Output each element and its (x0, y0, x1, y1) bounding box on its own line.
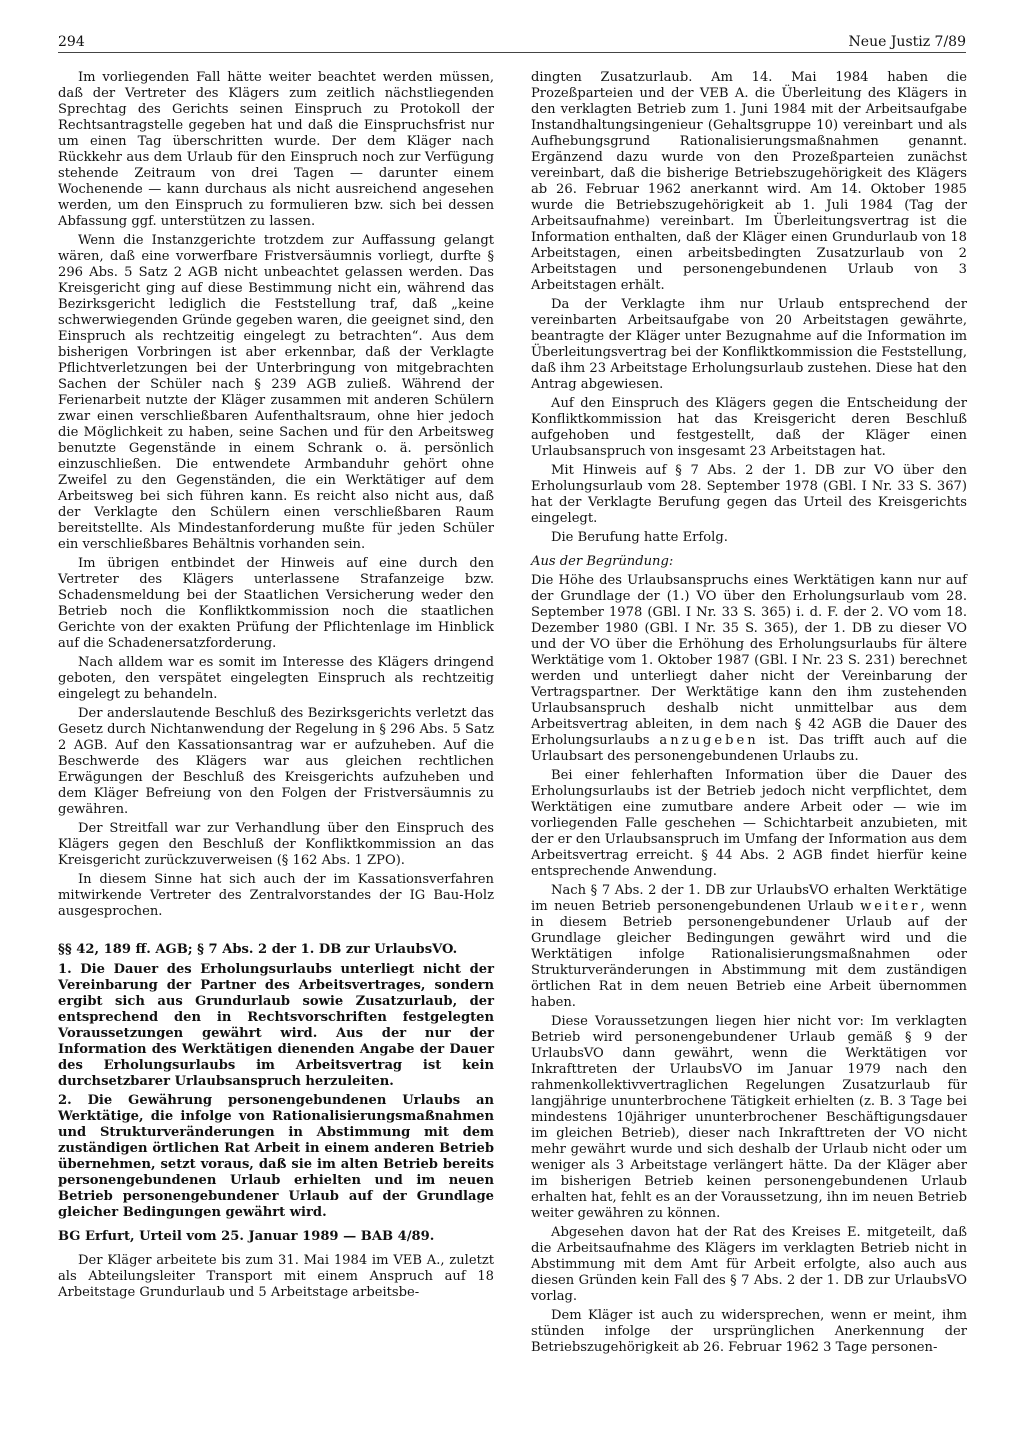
reasons-heading: Aus der Begründung: (531, 554, 674, 569)
paragraph: Diese Voraussetzungen liegen hier nicht vor: Im verklagten Betrieb wird personengebundener Urlaub gemäß § 9 der UrlaubsVO dann gewährt, wenn die Werktätigen vor Inkrafttreten der UrlaubsVO im Januar 1979 nach den rahmenkollektivvertraglichen Regelungen Zusatzurlaub für langjährige ununterbrochene Tätigkeit erhielten (z. B. 3 Tage bei mindestens 10jähriger ununterbrochener Beschäftigungsdauer im gleichen Betrieb), dieser nach Inkrafttreten der VO nicht mehr gewährt wurde und sich deshalb der Urlaub nicht oder um weniger als 3 Arbeitstage verlängert hätte. Da der Kläger aber im bisherigen Betrieb keinen personengebundenen Urlaub erhalten hat, fehlt es an der Voraussetzung, ihn im neuen Betrieb weiter gewähren zu können. (531, 1014, 967, 1221)
text-run: Nach § 7 Abs. 2 der 1. DB zur UrlaubsVO erhalten Werktätige im neuen Betrieb personengebundenen Urlaub (531, 883, 967, 914)
spaced-emphasis: anzugeben (659, 733, 759, 748)
court-citation: BG Erfurt, Urteil vom 25. Januar 1989 — BAB 4/89. (58, 1229, 435, 1244)
headnote-point-1: 1. Die Dauer des Erholungsurlaubs unterliegt nicht der Vereinbarung der Partner des Arbeitsvertrages, sondern ergibt sich aus Grundurlaub sowie Zusatzurlaub, der entsprechend den in Rechtsvorschriften festgelegten Voraussetzungen gewährt wird. Aus der nur der Information des Werktätigen dienenden Angabe der Dauer des Erholungsurlaubs im Arbeitsvertrag ist kein durchsetzbarer Urlaubsanspruch herzuleiten. (58, 962, 494, 1089)
paragraph: Dem Kläger ist auch zu widersprechen, wenn er meint, ihm stünden infolge der ursprünglichen Anerkennung der Betriebszugehörigkeit ab 26. Februar 1962 3 Tage personen- (531, 1308, 967, 1355)
page-number: 294 (58, 34, 85, 50)
paragraph: Auf den Einspruch des Klägers gegen die Entscheidung der Konfliktkommission hat das Kreisgericht deren Beschluß aufgehoben und festgestellt, daß der Kläger einen Urlaubsanspruch von insgesamt 23 Arbeitstagen hat. (531, 396, 967, 459)
left-column (58, 70, 494, 1304)
journal-name: Neue Justiz 7/89 (848, 34, 966, 50)
paragraph: Der Kläger arbeitete bis zum 31. Mai 1984 im VEB A., zuletzt als Abteilungsleiter Transport mit einem Anspruch auf 18 Arbeitstage Grundurlaub und 5 Arbeitstage arbeitsbe- (58, 1253, 494, 1300)
headnote-point-2: 2. Die Gewährung personengebundenen Urlaubs an Werktätige, die infolge von Rationalisierungsmaßnahmen und Strukturveränderungen in Abstimmung mit dem zuständigen örtlichen Rat Arbeit in einem anderen Betrieb übernehmen, setzt voraus, daß sie im alten Betrieb bereits personengebundenen Urlaub erhielten und im neuen Betrieb personengebundener Urlaub auf der Grundlage gleicher Bedingungen gewährt wird. (58, 1093, 494, 1220)
paragraph (531, 573, 967, 765)
headnote-title: §§ 42, 189 ff. AGB; § 7 Abs. 2 der 1. DB zur UrlaubsVO. (58, 942, 458, 957)
paragraph: Abgesehen davon hat der Rat des Kreises E. mitgeteilt, daß die Arbeitsaufnahme des Klägers im verklagten Betrieb nicht in Abstimmung mit dem Amt für Arbeit erfolgte, also auch aus diesen Gründen kein Fall des § 7 Abs. 2 der 1. DB zur UrlaubsVO vorlag. (531, 1225, 967, 1304)
paragraph: Wenn die Instanzgerichte trotzdem zur Auffassung gelangt wären, daß eine vorwerfbare Fristversäumnis vorliegt, durfte § 296 Abs. 5 Satz 2 AGB nicht unbeachtet gelassen werden. Das Kreisgericht ging auf diese Bestimmung nicht ein, während das Bezirksgericht lediglich die Feststellung traf, daß „keine schwerwiegenden Gründe gegeben waren, die geeignet sind, den Einspruch als rechtzeitig eingelegt zu betrachten“. Aus dem bisherigen Vorbringen ist aber erkennbar, daß der Verklagte Pflichtverletzungen bei der Unterbringung von mitgebrachten Sachen der Schüler nach § 239 AGB zuließ. Während der Ferienarbeit nutzte der Kläger zusammen mit anderen Schülern zwar einen verschließbaren Aufenthaltsraum, ohne hier jedoch die Möglichkeit zu haben, seine Sachen und für den Arbeitsweg benutzte Gegenstände in einem Schrank o. ä. persönlich einzuschließen. Die entwendete Armbanduhr gehört ohne Zweifel zu den Gegenständen, die ein Werktätiger auf dem Arbeitsweg bei sich führen kann. Es reicht also nicht aus, daß der Verklagte den Schülern einen verschließbaren Raum bereitstellte. Als Mindestanforderung mußte für jeden Schüler ein verschließbares Behältnis vorhanden sein. (58, 233, 494, 552)
paragraph: Der anderslautende Beschluß des Bezirksgerichts verletzt das Gesetz durch Nichtanwendung der Regelung in § 296 Abs. 5 Satz 2 AGB. Auf den Kassationsantrag war er aufzuheben. Auf die Beschwerde des Klägers war aus gleichen rechtlichen Erwägungen der Beschluß des Kreisgerichts aufzuheben und dem Kläger Befreiung von den Folgen der Fristversäumnis zu gewähren. (58, 706, 494, 817)
spaced-emphasis: weiter (860, 899, 921, 914)
text-run: , wenn in diesem Betrieb personengebundener Urlaub auf der Grundlage gleicher Bedingungen gewährt wird und die Werktätigen infolge Rationalisierungsmaßnahmen oder Strukturveränderungen in Abstimmung mit dem zuständigen örtlichen Rat in dem neuen Betrieb eine Arbeit übernommen haben. (531, 899, 967, 1010)
paragraph: Im vorliegenden Fall hätte weiter beachtet werden müssen, daß der Vertreter des Klägers zum zeitlich nächstliegenden Sprechtag des Gerichts seinen Einspruch zu Protokoll der Rechtsantragstelle gegeben hat und daß die Einspruchsfrist nur um einen Tag überschritten wurde. Der dem Kläger nach Rückkehr aus dem Urlaub für den Einspruch noch zur Verfügung stehende Zeitraum von drei Tagen — darunter einem Wochenende — kann durchaus als nicht ausreichend angesehen werden, um den Einspruch zu formulieren bzw. sich bei dessen Abfassung ggf. unterstützen zu lassen. (58, 70, 494, 229)
text-run: ist. Das trifft auch auf die Urlaubsart des personengebundenen Urlaubs zu. (531, 733, 967, 764)
paragraph: Die Berufung hatte Erfolg. (551, 530, 728, 545)
paragraph: In diesem Sinne hat sich auch der im Kassationsverfahren mitwirkende Vertreter des Zentralvorstandes der IG Bau-Holz ausgesprochen. (58, 872, 494, 919)
right-column (531, 70, 967, 1359)
paragraph: Der Streitfall war zur Verhandlung über den Einspruch des Klägers gegen den Beschluß der Konfliktkommission an das Kreisgericht zurückzuverweisen (§ 162 Abs. 1 ZPO). (58, 821, 494, 868)
paragraph: Da der Verklagte ihm nur Urlaub entsprechend der vereinbarten Arbeitsaufgabe von 20 Arbeitstagen gewährte, beantragte der Kläger unter Bezugnahme auf die Information im Überleitungsvertrag bei der Konfliktkommission die Feststellung, daß ihm 23 Arbeitstage Erholungsurlaub zustehen. Diese hat den Antrag abgewiesen. (531, 297, 967, 392)
paragraph: Mit Hinweis auf § 7 Abs. 2 der 1. DB zur VO über den Erholungsurlaub vom 28. September 1978 (GBl. I Nr. 33 S. 367) hat der Verklagte Berufung gegen das Urteil des Kreisgerichts eingelegt. (531, 463, 967, 526)
paragraph (531, 883, 967, 1011)
header-rule (58, 52, 966, 53)
text-run: Die Höhe des Urlaubsanspruchs eines Werktätigen kann nur auf der Grundlage der (1.) VO über den Erholungsurlaub vom 28. September 1978 (GBl. I Nr. 33 S. 365) i. d. F. der 2. VO vom 18. Dezember 1980 (GBl. I Nr. 35 S. 365), der 1. DB zu dieser VO und der VO über die Erhöhung des Erholungsurlaubs für ältere Werktätige vom 1. Oktober 1987 (GBl. I Nr. 23 S. 231) berechnet werden und unterliegt daher nicht der Vereinbarung der Vertragspartner. Der Werktätige kann den ihm zustehenden Urlaubsanspruch deshalb nicht unmittelbar aus dem Arbeitsvertrag ableiten, in dem nach § 42 AGB die Dauer des Erholungsurlaubs (531, 573, 967, 748)
paragraph: Bei einer fehlerhaften Information über die Dauer des Erholungsurlaubs ist der Betrieb jedoch nicht verpflichtet, dem Werktätigen eine zumutbare andere Arbeit oder — wie im vorliegenden Falle geschehen — Schichtarbeit anzubieten, mit der er den Urlaubsanspruch im Umfang der Information aus dem Arbeitsvertrag erreicht. § 44 Abs. 2 AGB findet hierfür keine entsprechende Anwendung. (531, 768, 967, 879)
paragraph: Im übrigen entbindet der Hinweis auf eine durch den Vertreter des Klägers unterlassene Strafanzeige bzw. Schadensmeldung bei der Staatlichen Versicherung weder den Betrieb noch die Konfliktkommission noch die staatlichen Gerichte von der exakten Prüfung der Pflichtenlage im Hinblick auf die Schadenersatzforderung. (58, 556, 494, 651)
paragraph: Nach alldem war es somit im Interesse des Klägers dringend geboten, den verspätet eingelegten Einspruch als rechtzeitig eingelegt zu behandeln. (58, 655, 494, 702)
paragraph: dingten Zusatzurlaub. Am 14. Mai 1984 haben die Prozeßparteien und der VEB A. die Überleitung des Klägers in den verklagten Betrieb zum 1. Juni 1984 mit der Arbeitsaufgabe Instandhaltungsingenieur (Gehaltsgruppe 10) vereinbart und als Aufhebungsgrund Rationalisierungsmaßnahmen genannt. Ergänzend dazu wurde von den Prozeßparteien zunächst vereinbart, daß die bisherige Betriebszugehörigkeit des Klägers ab 26. Februar 1962 anerkannt wird. Am 14. Oktober 1985 wurde die Betriebszugehörigkeit ab 1. Juli 1984 (Tag der Arbeitsaufnahme) vereinbart. Im Überleitungsvertrag ist die Information enthalten, daß der Kläger einen Grundurlaub von 18 Arbeitstagen, einen arbeitsbedingten Zusatzurlaub von 2 Arbeitstagen und personengebundenen Urlaub von 3 Arbeitstagen erhält. (531, 70, 967, 293)
